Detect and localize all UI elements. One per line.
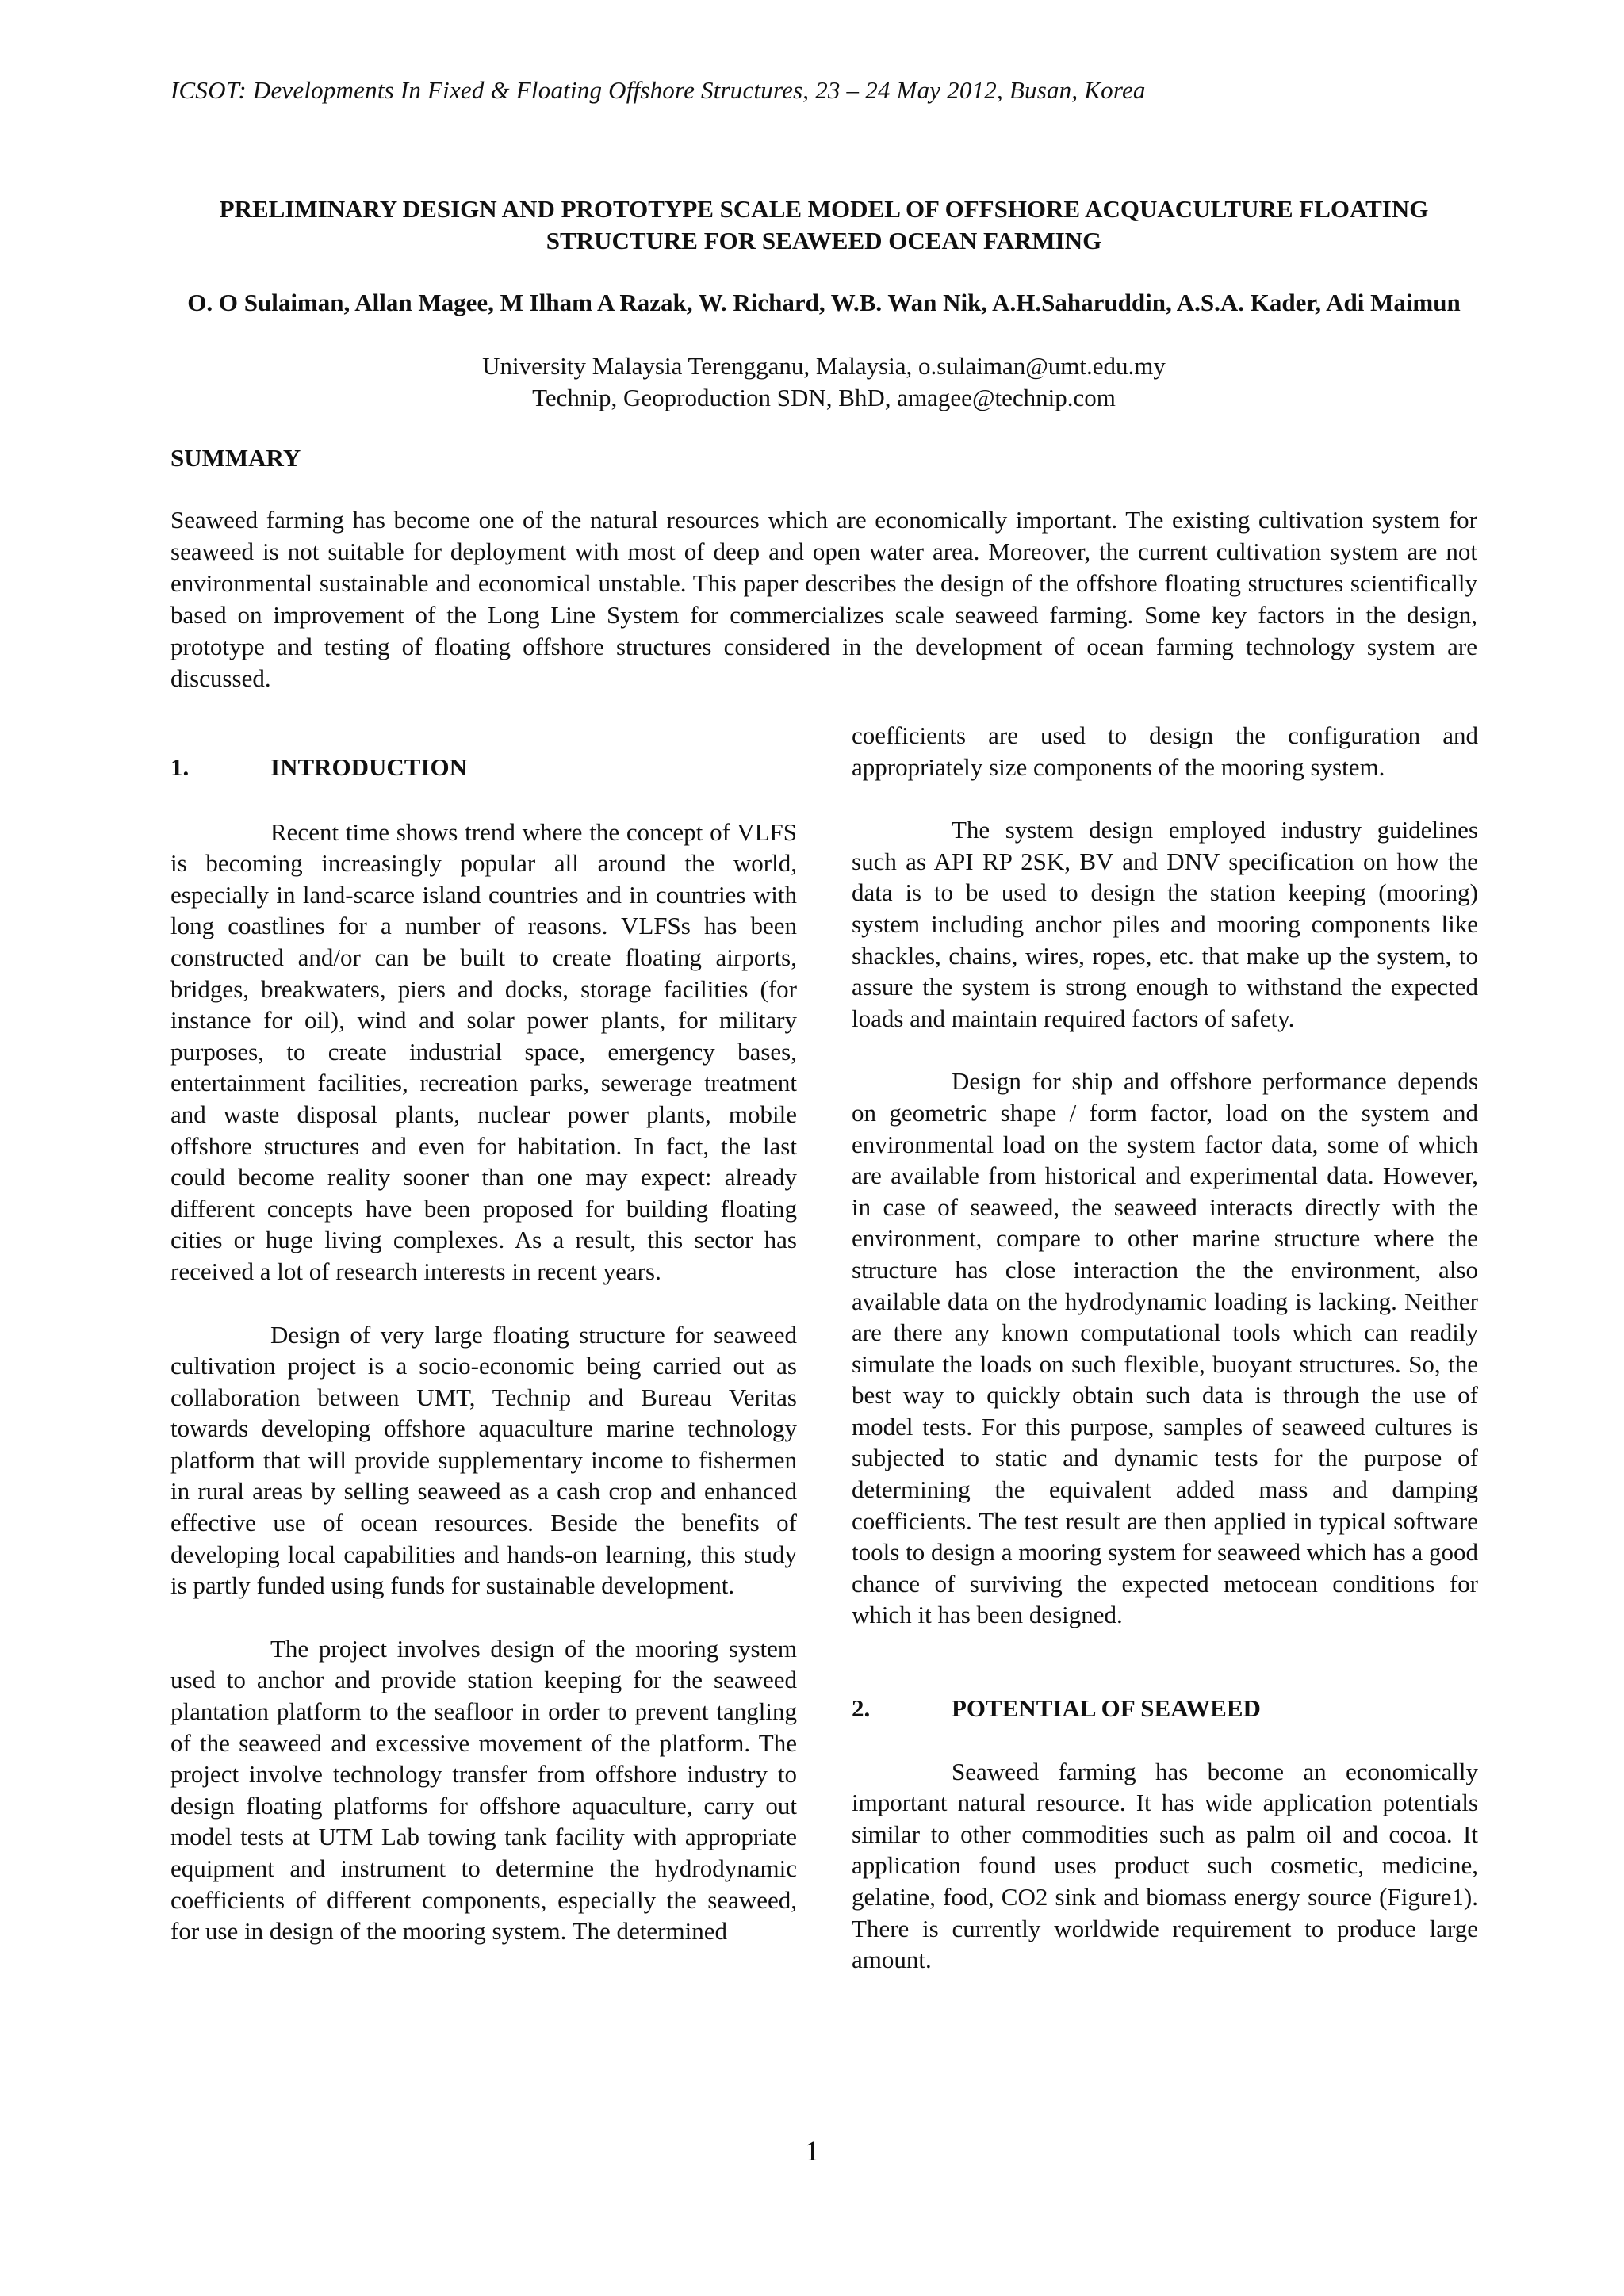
section-2-title: POTENTIAL OF SEAWEED: [952, 1694, 1261, 1723]
intro-paragraph-5: Design for ship and offshore performance depends on geometric shape / form factor, load on the system and environmental load on the system factor data, some of which are available from historical and experimental data. However, in case of seaweed, the seaweed interacts directly with the environment, compare to other marine structure where the structure has close interaction the the environment, also available data on the hydrodynamic loading is lacking. Neither are there any known computational tools which can readily simulate the loads on such flexible, buoyant structures. So, the best way to quickly obtain such data is through the use of model tests. For this purpose, samples of seaweed cultures is subjected to static and dynamic tests for the purpose of determining the equivalent added mass and damping coefficients. The test result are then applied in typical software tools to design a mooring system for seaweed which has a good chance of surviving the expected metocean conditions for which it has been designed.: [852, 1067, 1478, 1629]
affiliation-technip: Technip, Geoproduction SDN, BhD, amagee@technip.com: [532, 384, 1116, 411]
conference-header: ICSOT: Developments In Fixed & Floating Offshore Structures, 23 – 24 May 2012, Busan, Korea: [170, 76, 1146, 104]
page-number: 1: [805, 2135, 819, 2167]
section-2-heading: [852, 1693, 1478, 1724]
summary-heading: SUMMARY: [170, 444, 301, 472]
intro-paragraph-3: The project involves design of the mooring system used to anchor and provide station keeping for the seaweed plantation platform to the seafloor in order to prevent tangling of the seaweed and excessive movement of the platform. The project involve technology transfer from offshore industry to design floating platforms for offshore aquaculture, carry out model tests at UTM Lab towing tank facility with appropriate equipment and instrument to determine the hydrodynamic coefficients of different components, especially the seaweed, for use in design of the mooring system. The determined: [170, 1634, 797, 1946]
affiliations: [170, 350, 1477, 414]
intro-paragraph-4: The system design employed industry guidelines such as API RP 2SK, BV and DNV specification on how the data is to be used to design the station keeping (mooring) system including anchor piles and mooring components like shackles, chains, wires, ropes, etc. that make up the system, to assure the system is strong enough to withstand the expected loads and maintain required factors of safety.: [852, 816, 1478, 1032]
section-1-title: INTRODUCTION: [270, 753, 468, 781]
summary-text: Seaweed farming has become one of the natural resources which are economically important. The existing cultivation system for seaweed is not suitable for deployment with most of deep and open water area. Moreover, the current cultivation system are not environmental sustainable and economical unstable. This paper describes the design of the offshore floating structures scientifically based on improvement of the Long Line System for commercializes scale seaweed farming. Some key factors in the design, prototype and testing of floating offshore structures considered in the development of ocean farming technology system are discussed.: [170, 506, 1477, 692]
section-2-number: 2.: [852, 1694, 871, 1723]
right-column: [852, 720, 1478, 1976]
seaweed-paragraph-1: Seaweed farming has become an economically important natural resource. It has wide application potentials similar to other commodities such as palm oil and cocoa. It application found uses product such cosmetic, medicine, gelatine, food, CO2 sink and biomass energy source (Figure1). There is currently worldwide requirement to produce large amount.: [852, 1757, 1478, 1974]
affiliation-umt: University Malaysia Terengganu, Malaysia, o.sulaiman@umt.edu.my: [482, 352, 1166, 380]
intro-paragraph-2: Design of very large floating structure for seaweed cultivation project is a socio-economic being carried out as collaboration between UMT, Technip and Bureau Veritas towards developing offshore aquaculture marine technology platform that will provide supplementary income to fishermen in rural areas by selling seaweed as a cash crop and enhanced effective use of ocean resources. Beside the benefits of developing local capabilities and hands-on learning, this study is partly funded using funds for sustainable development.: [170, 1320, 797, 1600]
intro-paragraph-1: Recent time shows trend where the concept of VLFS is becoming increasingly popular all around the world, especially in land-scarce island countries and in countries with long coastlines for a number of reasons. VLFSs has been constructed and/or can be built to create floating airports, bridges, breakwaters, piers and docks, storage facilities (for instance for oil), wind and solar power plants, for military purposes, to create industrial space, emergency bases, entertainment facilities, recreation parks, sewerage treatment and waste disposal plants, nuclear power plants, mobile offshore structures and even for habitation. In fact, the last could become reality sooner than one may expect: already different concepts have been proposed for building floating cities or huge living complexes. As a result, this sector has received a lot of research interests in recent years.: [170, 817, 797, 1285]
paper-authors: O. O Sulaiman, Allan Magee, M Ilham A Razak, W. Richard, W.B. Wan Nik, A.H.Saharuddin, A.S.A. Kader, Adi Maimun: [187, 289, 1461, 316]
left-column: [170, 752, 797, 1947]
section-1-heading: [170, 752, 797, 783]
intro-paragraph-3-continued: coefficients are used to design the configuration and appropriately size components of the mooring system.: [852, 721, 1478, 781]
section-1-number: 1.: [170, 753, 190, 781]
paper-title: PRELIMINARY DESIGN AND PROTOTYPE SCALE MODEL OF OFFSHORE ACQUACULTURE FLOATING STRUCTURE FOR SEAWEED OCEAN FARMING: [219, 195, 1429, 254]
